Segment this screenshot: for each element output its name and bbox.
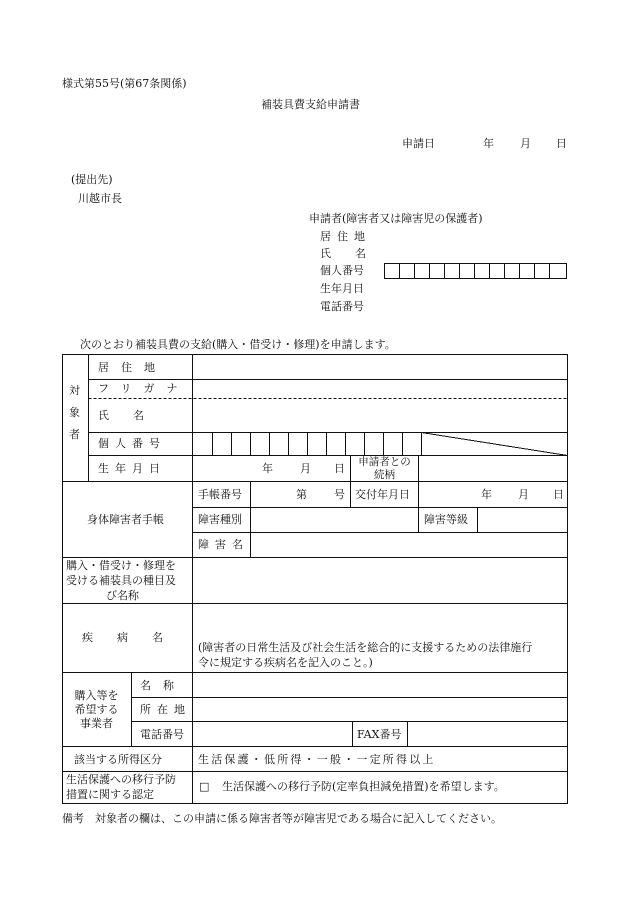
submit-to: (提出先) — [71, 173, 113, 186]
issue-day: 日 — [553, 488, 564, 501]
vendor-fax-label: FAX番号 — [357, 728, 402, 741]
device-label-1: 購入・借受け・修理を — [66, 559, 176, 572]
form-number: 様式第55号(第67条関係) — [62, 77, 187, 90]
disability-name-label: 障害名 — [198, 538, 249, 551]
vendor-address-label: 所在地 — [140, 703, 191, 716]
apply-date-label: 申請日 — [402, 137, 435, 150]
applicant-address-label: 居住地 — [320, 230, 371, 243]
vendor-label-3: 事業者 — [80, 717, 113, 730]
transition-label-1: 生活保護への移行予防 — [66, 773, 176, 786]
relation-label-2: 続柄 — [374, 469, 395, 481]
income-label: 該当する所得区分 — [74, 753, 162, 766]
page-title: 補装具費支給申請書 — [261, 98, 360, 111]
disease-note-2: 令に規定する疾病名を記入のこと。) — [198, 656, 373, 669]
personal-number-label: 個人番号 — [98, 437, 166, 450]
subject-address-label: 居住地 — [98, 361, 167, 374]
subject-name-label: 氏名 — [98, 409, 168, 422]
device-label-2: 受ける補装具の種目及 — [66, 574, 176, 587]
disability-type-label: 障害種別 — [198, 513, 242, 526]
birth-day: 日 — [334, 462, 345, 475]
subject-label: 対象者 — [69, 384, 80, 441]
birth-label: 生年月日 — [98, 462, 166, 475]
apply-day: 日 — [556, 137, 567, 150]
note-text: 備考 対象者の欄は、この申請に係る障害者等が障害児である場合に記入してください。 — [62, 812, 502, 825]
vendor-phone-label: 電話番号 — [140, 728, 184, 741]
applicant-birth-label: 生年月日 — [320, 282, 364, 295]
vendor-label-2: 希望する — [74, 703, 119, 716]
apply-year: 年 — [483, 137, 494, 150]
handbook-dai: 第 — [296, 488, 307, 501]
income-options: 生活保護・低所得・一般・一定所得以上 — [198, 753, 436, 766]
issue-month: 月 — [518, 488, 529, 501]
issue-date-label: 交付年月日 — [355, 488, 410, 501]
disease-note-1: (障害者の日常生活及び社会生活を総合的に支援するための法律施行 — [198, 641, 533, 654]
furigana-label: フリガナ — [98, 382, 190, 395]
applicant-number-label: 個人番号 — [320, 264, 364, 277]
handbook-number-label: 手帳番号 — [198, 488, 242, 501]
disability-grade-label: 障害等級 — [424, 513, 468, 526]
recipient: 川越市長 — [78, 192, 122, 205]
transition-text: 生活保護への移行予防(定率負担減免措置)を希望します。 — [222, 780, 505, 793]
relation-label-1: 申請者との — [358, 456, 411, 468]
intro-text: 次のとおり補装具費の支給(購入・借受け・修理)を申請します。 — [80, 338, 396, 351]
vendor-name-label: 名称 — [140, 679, 186, 692]
transition-checkbox[interactable]: □ — [199, 780, 210, 793]
birth-year: 年 — [262, 462, 273, 475]
device-label-3: び名称 — [106, 589, 139, 602]
handbook-label: 身体障害者手帳 — [87, 513, 164, 526]
handbook-go: 号 — [334, 488, 345, 501]
transition-label-2: 措置に関する認定 — [66, 788, 154, 801]
applicant-name-label: 氏名 — [320, 247, 390, 260]
applicant-heading: 申請者(障害者又は障害児の保護者) — [309, 212, 483, 225]
applicant-phone-label: 電話番号 — [320, 300, 364, 313]
disease-label: 疾病名 — [82, 631, 187, 644]
vendor-label-1: 購入等を — [74, 689, 119, 702]
issue-year: 年 — [481, 488, 492, 501]
apply-month: 月 — [520, 137, 531, 150]
birth-month: 月 — [300, 462, 311, 475]
